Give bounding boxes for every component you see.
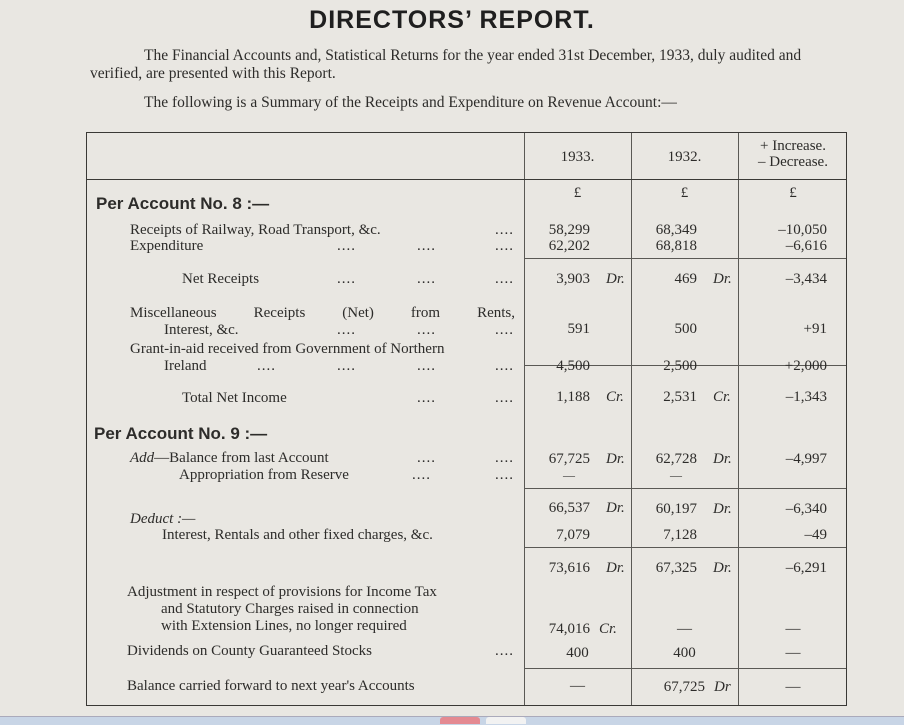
summary-intro: The following is a Summary of the Receipts and Expenditure on Revenue Account:— (144, 94, 677, 111)
value-diff: –49 (804, 527, 827, 543)
leader-dots: .... (417, 238, 436, 254)
leader-dots: .... (417, 450, 436, 466)
rule-line (524, 547, 846, 548)
leader-dots: .... (417, 390, 436, 406)
value-1932: — (677, 621, 692, 637)
leader-dots: .... (417, 322, 436, 338)
rule-line (524, 258, 846, 259)
value-1933: — (563, 468, 575, 482)
value-suffix: Dr. (713, 501, 732, 517)
value-suffix: Dr. (606, 451, 625, 467)
row-label: Miscellaneous Receipts (Net) from Rents, (130, 305, 515, 321)
value-diff: –6,340 (785, 501, 827, 517)
currency-diff: £ (789, 185, 797, 201)
row-label (130, 450, 329, 467)
leader-dots: .... (495, 322, 514, 338)
row-label: Interest, Rentals and other fixed charges, &c. (162, 527, 433, 543)
row-label-text: —Balance from last Account (154, 450, 329, 466)
value-1932: 469 (674, 271, 697, 287)
row-label: Balance carried forward to next year's Accounts (127, 678, 415, 694)
row-label: Receipts of Railway, Road Transport, &c. (130, 222, 381, 238)
row-label: with Extension Lines, no longer required (161, 618, 407, 634)
value-1932: 60,197 (655, 501, 697, 517)
value-1932: 68,349 (655, 222, 697, 238)
header-divider (87, 179, 846, 180)
revenue-summary-table (86, 132, 847, 706)
column-divider (631, 133, 632, 705)
value-1932: — (670, 468, 682, 482)
value-1933: 1,188 (556, 389, 590, 405)
value-1933: 74,016 (548, 621, 590, 637)
leader-dots: .... (417, 358, 436, 374)
viewer-tab-active[interactable] (440, 717, 480, 724)
value-1932: 7,128 (663, 527, 697, 543)
value-suffix: Cr. (599, 621, 617, 637)
intro-paragraph: The Financial Accounts and, Statistical Returns for the year ended 31st December, 1933, duly audited and verified, are presented with this Report. (90, 47, 802, 82)
value-diff: +2,000 (784, 358, 827, 374)
value-diff: –6,291 (785, 560, 827, 576)
row-label: Total Net Income (182, 390, 287, 406)
column-divider (524, 133, 525, 705)
header-1933: 1933. (560, 149, 595, 165)
value-suffix: Dr. (606, 560, 625, 576)
value-diff: –6,616 (785, 238, 827, 254)
row-label: Adjustment in respect of provisions for Income Tax (127, 584, 437, 600)
section-account-8: Per Account No. 8 :— (96, 194, 270, 213)
leader-dots: .... (337, 238, 356, 254)
header-increase-decrease: + Increase. – Decrease. (758, 138, 828, 170)
row-label-prefix: Deduct :— (130, 511, 196, 527)
value-diff: –3,434 (785, 271, 827, 287)
leader-dots: .... (495, 222, 514, 238)
currency-1932: £ (680, 185, 689, 201)
value-1932: 2,531 (663, 389, 697, 405)
column-divider (738, 133, 739, 705)
value-1933: 67,725 (548, 451, 590, 467)
section-account-9: Per Account No. 9 :— (94, 424, 268, 443)
value-1933: 400 (566, 645, 589, 661)
value-1932: 67,725 (663, 679, 705, 695)
rule-line (524, 668, 846, 669)
value-1933: 7,079 (556, 527, 590, 543)
value-1933: — (570, 678, 585, 694)
row-label: Net Receipts (182, 271, 260, 287)
leader-dots: .... (337, 322, 356, 338)
page-title: DIRECTORS’ REPORT. (309, 6, 595, 34)
value-diff: +91 (803, 321, 827, 337)
value-suffix: Dr. (713, 451, 732, 467)
leader-dots: .... (495, 643, 514, 659)
value-1932: 68,818 (655, 238, 697, 254)
value-diff: — (785, 621, 801, 637)
row-label: Dividends on County Guaranteed Stocks (127, 643, 372, 659)
leader-dots: .... (495, 271, 514, 287)
row-label: Ireland (164, 358, 207, 374)
value-1932: 400 (673, 645, 696, 661)
value-1932: 500 (674, 321, 697, 337)
value-1933: 4,500 (556, 358, 590, 374)
value-1933: 62,202 (548, 238, 590, 254)
currency-1933: £ (573, 185, 582, 201)
value-diff: — (785, 645, 801, 661)
value-suffix: Cr. (606, 389, 624, 405)
rule-line (524, 488, 846, 489)
value-1933: 591 (567, 321, 590, 337)
value-suffix: Cr. (713, 389, 731, 405)
row-label-prefix: Add (130, 450, 155, 466)
value-suffix: Dr. (713, 271, 732, 287)
row-label: Appropriation from Reserve (179, 467, 349, 483)
value-suffix: Dr. (606, 271, 625, 287)
row-label: Expenditure (130, 238, 204, 254)
leader-dots: .... (495, 450, 514, 466)
leader-dots: .... (495, 358, 514, 374)
row-label: and Statutory Charges raised in connection (161, 601, 419, 617)
row-label: Grant-in-aid received from Government of Northern (130, 341, 445, 357)
leader-dots: .... (495, 467, 514, 483)
value-1932: 62,728 (655, 451, 697, 467)
leader-dots: .... (337, 271, 356, 287)
value-suffix: Dr. (606, 500, 625, 516)
leader-dots: .... (257, 358, 276, 374)
value-diff: –4,997 (785, 451, 827, 467)
value-1933: 66,537 (548, 500, 590, 516)
header-1932: 1932. (667, 149, 702, 165)
leader-dots: .... (495, 390, 514, 406)
value-1932: 2,500 (663, 358, 697, 374)
value-1932: 67,325 (655, 560, 697, 576)
viewer-tab[interactable] (486, 717, 526, 724)
value-1933: 58,299 (548, 222, 590, 238)
leader-dots: .... (412, 467, 431, 483)
value-1933: 73,616 (548, 560, 590, 576)
value-suffix: Dr. (713, 560, 732, 576)
value-diff: –1,343 (785, 389, 827, 405)
value-suffix: Dr (714, 679, 731, 695)
value-diff: — (785, 679, 801, 695)
value-diff: –10,050 (778, 222, 827, 238)
row-label: Interest, &c. (164, 322, 239, 338)
value-1933: 3,903 (556, 271, 590, 287)
leader-dots: .... (337, 358, 356, 374)
leader-dots: .... (495, 238, 514, 254)
leader-dots: .... (417, 271, 436, 287)
